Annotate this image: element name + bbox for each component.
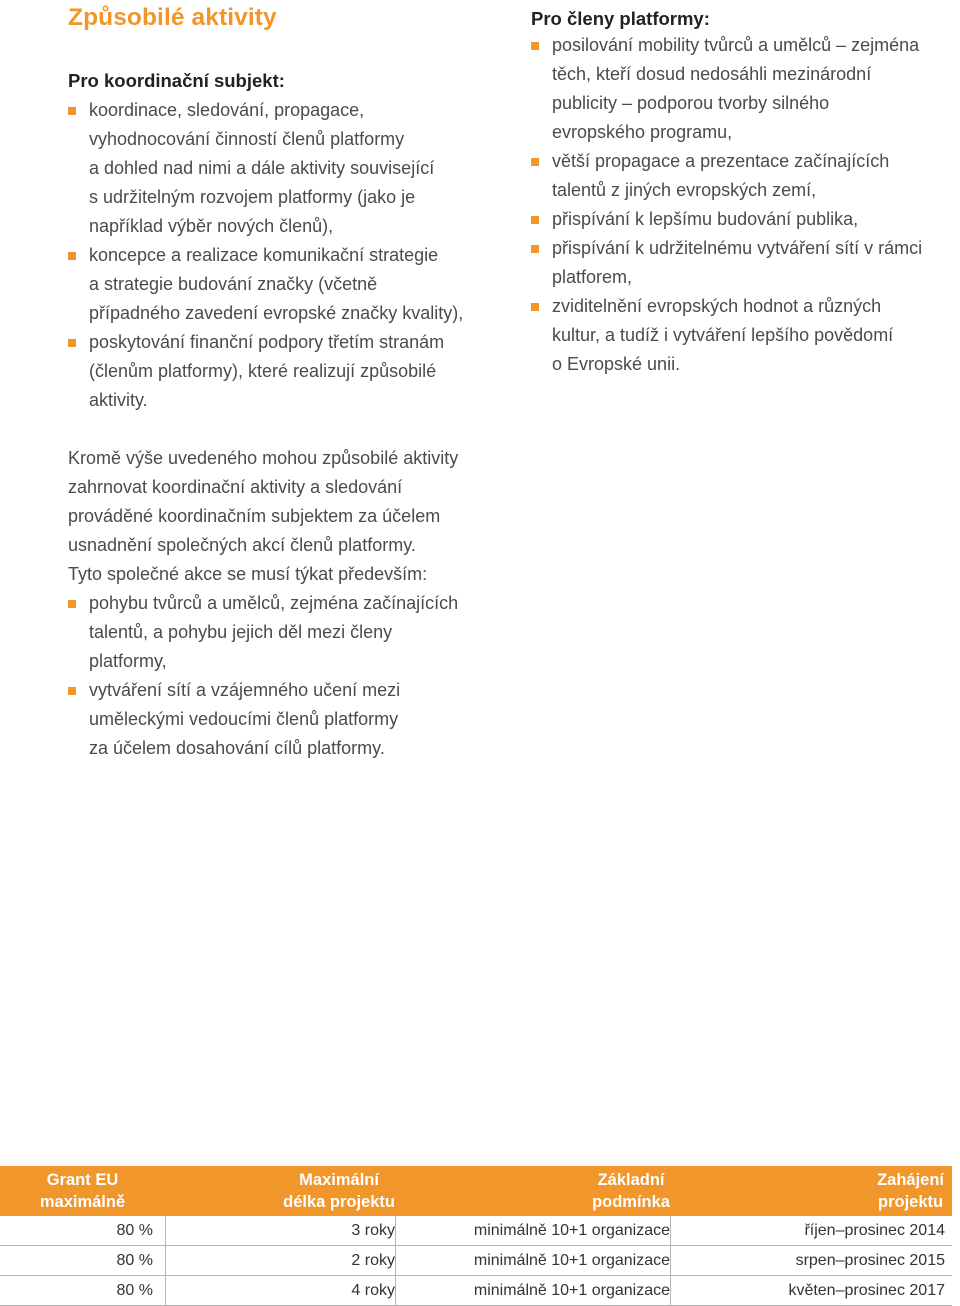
line: větší propagace a prezentace začínajících [552, 151, 890, 171]
line: případného zavedení evropské značky kvality), [89, 303, 464, 323]
line: za účelem dosahování cílů platformy. [89, 738, 385, 758]
table-header-cell [670, 1166, 952, 1216]
list-item [68, 328, 508, 415]
header-line: délka projektu [283, 1193, 395, 1211]
list-item [68, 676, 508, 763]
line: pohybu tvůrců a umělců, zejména začínajících [89, 593, 459, 613]
list-item [531, 234, 960, 292]
square-bullet-icon [68, 252, 76, 260]
coordinator-list [68, 96, 508, 415]
header-line: Základní [597, 1171, 665, 1189]
additional-list [68, 589, 508, 763]
line: aktivity. [89, 390, 148, 410]
square-bullet-icon [68, 687, 76, 695]
line: posilování mobility tvůrců a umělců – zejména [552, 35, 920, 55]
list-item [68, 589, 508, 676]
line: vytváření sítí a vzájemného učení mezi [89, 680, 401, 700]
line: uměleckými vedoucími členů platformy [89, 709, 399, 729]
line: prováděné koordinačním subjektem za účelem [68, 506, 441, 526]
table-cell: říjen–prosinec 2014 [804, 1221, 945, 1239]
line: platforem, [552, 267, 633, 287]
table-row [0, 1216, 952, 1246]
header-line: Grant EU [46, 1171, 119, 1189]
table-header [0, 1166, 952, 1216]
list-item [531, 292, 960, 379]
list-item [68, 96, 508, 241]
coordinator-section [68, 66, 508, 415]
table-cell: minimálně 10+1 organizace [473, 1251, 670, 1269]
column-divider [670, 1216, 671, 1305]
table-row [0, 1276, 952, 1306]
table-header-cell [0, 1166, 165, 1216]
header-line: podmínka [592, 1193, 670, 1211]
table-cell: minimálně 10+1 organizace [473, 1281, 670, 1299]
square-bullet-icon [531, 303, 539, 311]
additional-section [68, 444, 508, 763]
column-divider [165, 1216, 166, 1305]
column-divider [395, 1216, 396, 1305]
table-cell: minimálně 10+1 organizace [473, 1221, 670, 1239]
line: Kromě výše uvedeného mohou způsobilé aktivity [68, 448, 459, 468]
line: a strategie budování značky (včetně [89, 274, 378, 294]
square-bullet-icon [531, 216, 539, 224]
line: koordinace, sledování, propagace, [89, 100, 365, 120]
members-section [531, 4, 960, 379]
table-cell: květen–prosinec 2017 [788, 1281, 945, 1299]
additional-paragraph [68, 444, 508, 589]
header-line: Maximální [299, 1171, 379, 1189]
line: talentů, a pohybu jejich děl mezi členy [89, 622, 393, 642]
line: koncepce a realizace komunikační strategie [89, 245, 439, 265]
table-header-cell [165, 1166, 395, 1216]
table-cell: 80 % [116, 1221, 153, 1239]
line: (členům platformy), které realizují způsobilé [89, 361, 437, 381]
list-item [531, 31, 960, 147]
line: a dohled nad nimi a dále aktivity související [89, 158, 435, 178]
members-heading: Pro členy platformy: [531, 8, 710, 29]
line: usnadnění společných akcí členů platformy. [68, 535, 416, 555]
list-item [531, 147, 960, 205]
table-cell: 80 % [116, 1281, 153, 1299]
table-cell: 4 roky [351, 1281, 395, 1299]
square-bullet-icon [68, 107, 76, 115]
line: přispívání k lepšímu budování publika, [552, 209, 859, 229]
square-bullet-icon [531, 245, 539, 253]
table-cell: 2 roky [351, 1251, 395, 1269]
square-bullet-icon [68, 339, 76, 347]
header-line: projektu [877, 1193, 944, 1211]
coordinator-heading: Pro koordinační subjekt: [68, 70, 285, 91]
line: platformy, [89, 651, 167, 671]
line: talentů z jiných evropských zemí, [552, 180, 817, 200]
list-item [531, 205, 960, 234]
grant-table [0, 1166, 952, 1306]
line: vyhodnocování činností členů platformy [89, 129, 405, 149]
square-bullet-icon [531, 42, 539, 50]
square-bullet-icon [68, 600, 76, 608]
table-cell: srpen–prosinec 2015 [795, 1251, 945, 1269]
table-cell: 3 roky [351, 1221, 395, 1239]
line: poskytování finanční podpory třetím stranám [89, 332, 445, 352]
line: s udržitelným rozvojem platformy (jako je [89, 187, 416, 207]
line: těch, kteří dosud nedosáhli mezinárodní [552, 64, 872, 84]
page-title: Způsobilé aktivity [68, 4, 277, 31]
square-bullet-icon [531, 158, 539, 166]
table-cell: 80 % [116, 1251, 153, 1269]
line: o Evropské unii. [552, 354, 681, 374]
table-header-cell [395, 1166, 670, 1216]
line: přispívání k udržitelnému vytváření sítí v rámci [552, 238, 923, 258]
list-item [68, 241, 508, 328]
table-row [0, 1246, 952, 1276]
header-line: maximálně [39, 1193, 126, 1211]
line: například výběr nových členů), [89, 216, 334, 236]
line: zahrnovat koordinační aktivity a sledování [68, 477, 403, 497]
line: zviditelnění evropských hodnot a různých [552, 296, 882, 316]
header-line: Zahájení [877, 1171, 944, 1189]
line: Tyto společné akce se musí týkat především: [68, 564, 428, 584]
line: publicity – podporou tvorby silného [552, 93, 830, 113]
line: evropského programu, [552, 122, 733, 142]
line: kultur, a tudíž i vytváření lepšího povědomí [552, 325, 894, 345]
members-list [531, 31, 960, 379]
